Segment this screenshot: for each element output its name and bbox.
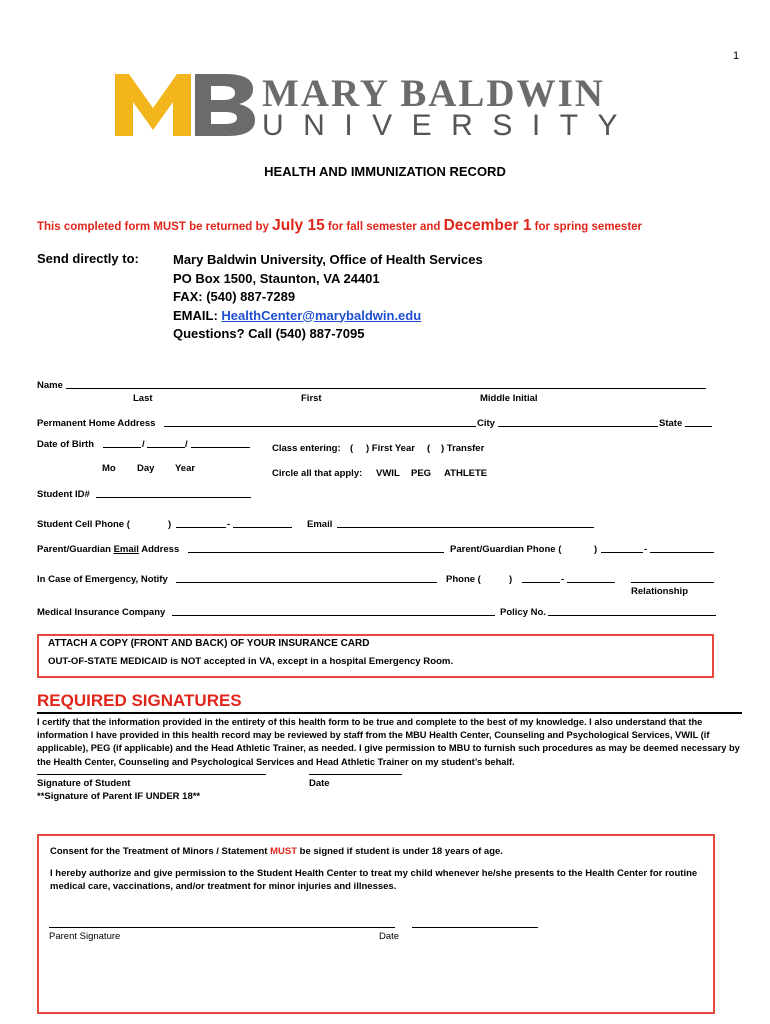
health-center-email-link[interactable]: HealthCenter@marybaldwin.edu [221,307,422,323]
dob-slash-1: / [142,439,145,450]
notice-part2: for fall semester and [324,221,444,233]
logo-name-top: MARY BALDWIN [262,72,605,115]
home-address-input-line[interactable] [164,426,476,427]
peg-option[interactable]: PEG [411,468,432,479]
emergency-phone-label: Phone ( [446,574,481,585]
dob-year-caption: Year [175,463,196,474]
transfer-paren[interactable]: ( [427,443,431,454]
middle-initial-caption: Middle Initial [480,393,538,404]
cell-phone-dash: - [227,519,231,530]
emergency-input-line[interactable] [176,582,437,583]
insurance-input-line[interactable] [172,615,495,616]
emergency-label: In Case of Emergency, Notify [37,574,168,585]
state-input-line[interactable] [685,426,712,427]
dob-month-line[interactable] [103,447,141,448]
guardian-email-suffix: Address [138,544,180,555]
send-line5: Questions? Call (540) 887-7095 [173,326,365,341]
deadline-notice [37,217,642,235]
policy-label: Policy No. [500,607,546,618]
dob-day-caption: Day [137,463,155,474]
cell-phone-prefix-line[interactable] [176,527,226,528]
first-year-option[interactable]: ) First Year [366,443,415,454]
insurance-notice-line1: ATTACH A COPY (FRONT AND BACK) OF YOUR INSURANCE CARD [48,638,370,649]
emergency-phone-prefix-line[interactable] [522,582,560,583]
university-logo-mark [115,74,255,141]
dob-slash-2: / [185,439,188,450]
student-date-caption: Date [309,778,330,789]
athlete-option[interactable]: ATHLETE [444,468,488,479]
email-input-line[interactable] [337,527,594,528]
guardian-email-prefix: Parent/Guardian [37,544,114,555]
relationship-caption: Relationship [631,586,689,597]
guardian-phone-paren-close: ) [594,544,598,555]
student-date-line[interactable] [309,774,402,775]
parent-signature-caption: Parent Signature [49,931,121,942]
city-input-line[interactable] [498,426,658,427]
dob-year-line[interactable] [191,447,250,448]
class-entering-label: Class entering: [272,443,341,454]
send-label: Send directly to: [37,251,139,266]
form-title: HEALTH AND IMMUNIZATION RECORD [264,164,506,179]
cell-phone-label: Student Cell Phone ( [37,519,130,530]
send-line3: FAX: (540) 887-7289 [173,289,296,304]
cell-phone-number-line[interactable] [233,527,292,528]
send-line1: Mary Baldwin University, Office of Health Services [173,252,483,267]
logo-name-bottom: UNIVERSITY [262,109,638,142]
parent-signature-line[interactable] [49,927,395,928]
send-email-line [173,307,483,326]
email-label: Email [307,519,333,530]
parent-date-line[interactable] [412,927,538,928]
guardian-email-input-line[interactable] [188,552,444,553]
insurance-notice-line2: OUT-OF-STATE MEDICAID is NOT accepted in VA, except in a hospital Emergency Room. [48,656,454,667]
send-email-label: EMAIL: [173,307,222,323]
vwil-option[interactable]: VWIL [376,468,400,479]
notice-date-spring: December 1 [443,217,532,234]
state-label: State [659,418,683,429]
student-signature-line[interactable] [37,774,266,775]
guardian-phone-label: Parent/Guardian Phone ( [450,544,562,555]
city-label: City [477,418,495,429]
emergency-phone-dash: - [561,574,565,585]
required-signatures-heading: REQUIRED SIGNATURES [37,691,242,710]
guardian-phone-prefix-line[interactable] [601,552,643,553]
insurance-label: Medical Insurance Company [37,607,166,618]
guardian-email-word: Email [113,544,139,555]
emergency-phone-number-line[interactable] [567,582,615,583]
name-label: Name [37,380,63,391]
last-name-caption: Last [133,393,153,404]
notice-part1: This completed form MUST be returned by [37,221,273,233]
student-id-label: Student ID# [37,489,90,500]
required-signatures-rule [37,712,742,714]
home-address-label: Permanent Home Address [37,418,156,429]
parent-under18-note: **Signature of Parent IF UNDER 18** [37,791,201,802]
policy-input-line[interactable] [548,615,716,616]
page-number: 1 [733,50,740,62]
dob-day-line[interactable] [147,447,185,448]
name-input-line[interactable] [66,388,706,389]
send-line2: PO Box 1500, Staunton, VA 24401 [173,270,380,286]
guardian-phone-dash: - [644,544,648,555]
send-address-block [173,251,483,344]
first-name-caption: First [301,393,322,404]
first-year-paren[interactable]: ( [350,443,354,454]
circle-all-label: Circle all that apply: [272,468,363,479]
emergency-phone-paren-close: ) [509,574,513,585]
parent-date-caption: Date [379,931,400,942]
cell-phone-paren-close: ) [168,519,172,530]
relationship-input-line[interactable] [631,582,714,583]
notice-part3: for spring semester [531,221,643,233]
transfer-option[interactable]: ) Transfer [441,443,485,454]
student-id-input-line[interactable] [96,497,251,498]
certify-statement: I certify that the information provided in the entirety of this health form to be true and complete to the best of my knowledge. I also understand that the information I have provided in this health record may be reviewed by staff from the MBU Health Center, Counseling and Psychological Services, VWIL (if applicable), PEG (if applicable) and the Head Athletic Trainer, as needed. I give permission to MBU to furnish such procedures as may be deemed necessary by the Health Center, Counseling and Psychological Services and Head Athletic Trainer on my student’s behalf. [37,717,740,767]
consent-heading-must: MUST [270,846,298,857]
consent-heading-b: be signed if student is under 18 years of age. [297,846,503,857]
consent-box [37,834,715,1014]
guardian-phone-number-line[interactable] [650,552,714,553]
consent-heading [50,846,503,857]
dob-mo-caption: Mo [102,463,116,474]
notice-date-fall: July 15 [272,217,325,234]
dob-label: Date of Birth [37,439,94,450]
guardian-email-label [37,544,179,555]
consent-heading-a: Consent for the Treatment of Minors / Statement [50,846,271,857]
consent-body: I hereby authorize and give permission to the Student Health Center to treat my child whenever he/she presents to the Health Center for routine medical care, vaccinations, and/or treatment for minor injuries and illnesses. [50,868,698,892]
student-signature-caption: Signature of Student [37,778,131,789]
